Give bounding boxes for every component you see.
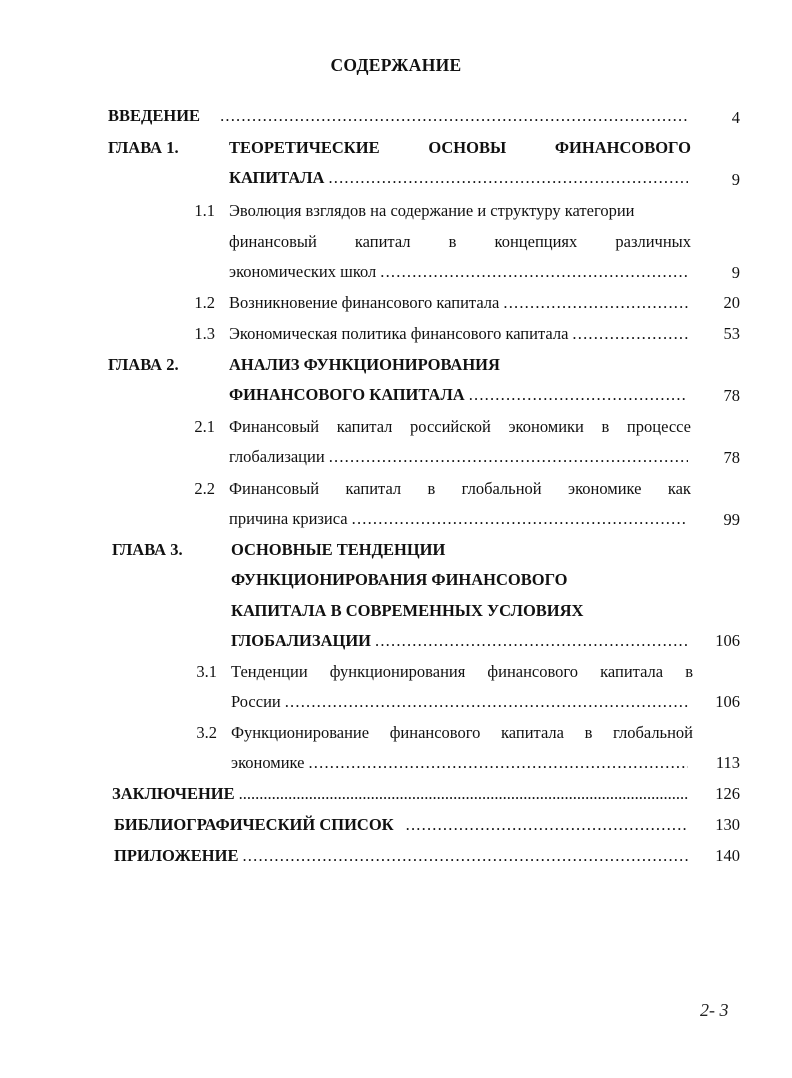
section-3-1-line2 <box>231 692 690 712</box>
section-word: концепциях <box>494 232 578 251</box>
conclusion-label: ЗАКЛЮЧЕНИЕ <box>112 784 235 803</box>
section-1-3-page: 53 <box>723 324 740 343</box>
section-3-2-number: 3.2 <box>196 723 217 742</box>
conclusion-page: 126 <box>715 784 740 803</box>
section-word: в <box>427 479 436 498</box>
chapter3-title-line3: КАПИТАЛА В СОВРЕМЕННЫХ УСЛОВИЯХ <box>231 601 584 620</box>
leader-dots <box>352 509 688 529</box>
section-2-2-line1 <box>229 479 691 499</box>
leader-dots <box>220 106 688 126</box>
section-word: капитал <box>345 479 402 498</box>
toc-title: СОДЕРЖАНИЕ <box>330 55 462 75</box>
chapter1-title-word: ФИНАНСОВОГО <box>554 138 691 157</box>
chapter3-title-line2: ФУНКЦИОНИРОВАНИЯ ФИНАНСОВОГО <box>231 570 568 589</box>
chapter1-page: 9 <box>731 170 740 189</box>
leader-dots <box>308 753 688 773</box>
chapter2-title-text: ФИНАНСОВОГО КАПИТАЛА <box>229 385 465 404</box>
section-3-2-page: 113 <box>715 753 740 772</box>
leader-dots <box>328 168 688 188</box>
chapter2-title-line1: АНАЛИЗ ФУНКЦИОНИРОВАНИЯ <box>229 355 500 374</box>
section-text: Возникновение финансового капитала <box>229 293 500 312</box>
section-2-1-page: 78 <box>723 448 740 467</box>
section-text: причина кризиса <box>229 509 348 528</box>
section-word: различных <box>615 232 691 251</box>
section-text: России <box>231 692 281 711</box>
section-1-2-page: 20 <box>723 293 740 312</box>
section-2-2-page: 99 <box>723 510 740 529</box>
chapter3-label: ГЛАВА 3. <box>112 540 183 559</box>
leader-dots <box>329 447 688 467</box>
leader-dots <box>239 784 688 804</box>
section-1-1-line1: Эволюция взглядов на содержание и структуру категории <box>229 201 635 220</box>
leader-dots <box>375 631 688 651</box>
section-3-2-line2 <box>231 753 690 773</box>
section-2-2-number: 2.2 <box>194 479 215 498</box>
section-text: экономике <box>231 753 305 772</box>
section-1-1-line2 <box>229 232 691 252</box>
section-word: Финансовый <box>229 479 320 498</box>
section-1-1-number: 1.1 <box>194 201 215 220</box>
section-word: в <box>448 232 457 251</box>
leader-dots <box>380 262 688 282</box>
section-1-2-line <box>229 293 690 313</box>
chapter3-title-text: ГЛОБАЛИЗАЦИИ <box>231 631 372 650</box>
chapter2-title-line2 <box>229 385 690 405</box>
toc-entry-conclusion <box>112 784 690 804</box>
chapter3-title-line1: ОСНОВНЫЕ ТЕНДЕНЦИИ <box>231 540 446 559</box>
section-word: капитал <box>354 232 411 251</box>
leader-dots <box>406 815 688 835</box>
section-1-2-number: 1.2 <box>194 293 215 312</box>
section-2-1-line1: Финансовый капитал российской экономики в процессе <box>229 417 691 436</box>
chapter1-title-word: ТЕОРЕТИЧЕСКИЕ <box>229 138 380 157</box>
section-word: глобальной <box>461 479 542 498</box>
chapter1-title-word: ОСНОВЫ <box>428 138 507 157</box>
toc-entry-bibliography <box>114 815 690 835</box>
chapter3-page: 106 <box>715 631 740 650</box>
leader-dots <box>242 846 688 866</box>
chapter1-title-line2 <box>229 168 690 188</box>
section-1-3-number: 1.3 <box>194 324 215 343</box>
section-2-2-line2 <box>229 509 690 529</box>
bibliography-page: 130 <box>715 815 740 834</box>
intro-page: 4 <box>731 108 740 127</box>
toc-entry-appendix <box>114 846 690 866</box>
appendix-label: ПРИЛОЖЕНИЕ <box>114 846 239 865</box>
chapter2-label: ГЛАВА 2. <box>108 355 179 374</box>
section-word: финансовый <box>229 232 317 251</box>
intro-label: ВВЕДЕНИЕ <box>108 106 201 125</box>
bibliography-label: БИБЛИОГРАФИЧЕСКИЙ СПИСОК <box>114 815 394 834</box>
section-2-1-line2 <box>229 447 690 467</box>
chapter3-title-line4 <box>231 631 690 651</box>
section-2-1-number: 2.1 <box>194 417 215 436</box>
section-text: экономических школ <box>229 262 377 281</box>
section-3-1-number: 3.1 <box>196 662 217 681</box>
section-1-3-line <box>229 324 690 344</box>
section-text: Экономическая политика финансового капитала <box>229 324 569 343</box>
leader-dots <box>285 692 688 712</box>
toc-entry-intro <box>108 106 690 126</box>
section-1-1-page: 9 <box>731 263 740 282</box>
handwritten-page-mark: 2- 3 <box>700 1000 729 1020</box>
chapter1-label: ГЛАВА 1. <box>108 138 179 157</box>
leader-dots <box>503 293 688 313</box>
section-word: экономике <box>567 479 642 498</box>
section-3-1-page: 106 <box>715 692 740 711</box>
appendix-page: 140 <box>715 846 740 865</box>
section-1-1-line3 <box>229 262 690 282</box>
chapter2-page: 78 <box>723 386 740 405</box>
section-text: глобализации <box>229 447 325 466</box>
chapter1-title-text: КАПИТАЛА <box>229 168 325 187</box>
section-3-1-line1: Тенденции функционирования финансового капитала в <box>231 662 693 681</box>
leader-dots <box>469 385 688 405</box>
section-3-2-line1: Функционирование финансового капитала в глобальной <box>231 723 693 742</box>
section-word: как <box>667 479 691 498</box>
chapter1-title-line1 <box>229 138 691 158</box>
